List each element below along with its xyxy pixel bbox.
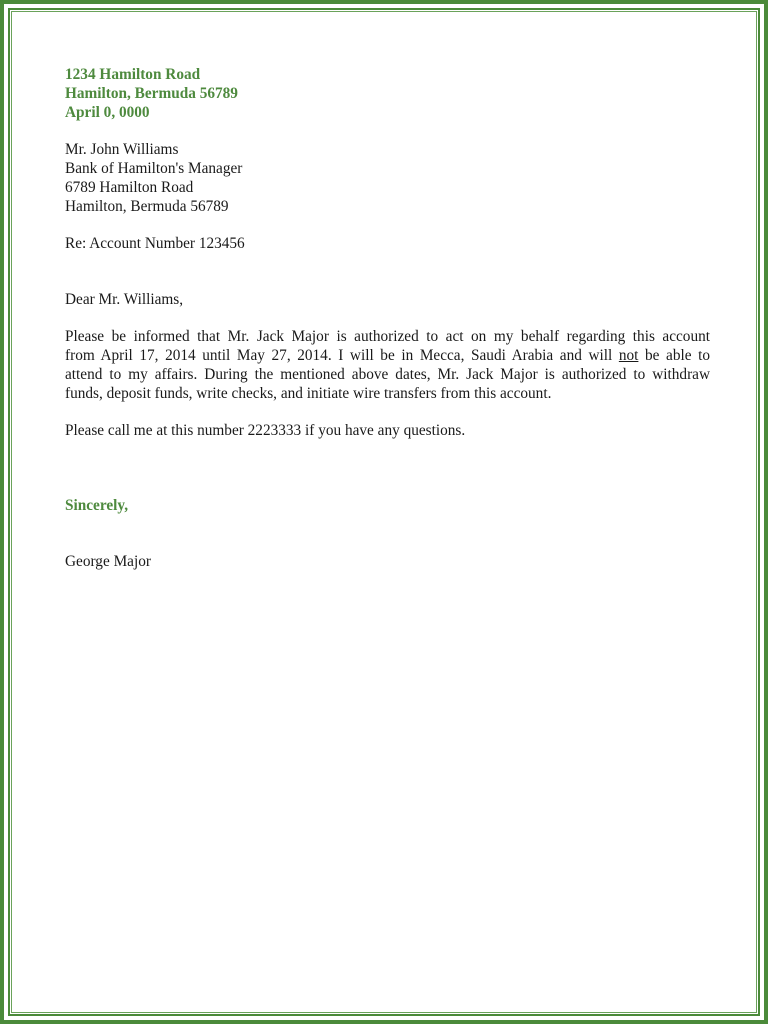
salutation-text: Dear Mr. Williams,: [65, 291, 184, 308]
closing: [65, 496, 710, 515]
closing-text: Sincerely,: [65, 497, 129, 514]
letter-date: April 0, 0000: [65, 104, 150, 121]
recipient-address-line2: Hamilton, Bermuda 56789: [65, 198, 229, 215]
call-paragraph: [65, 421, 710, 440]
emphasis-not: not: [618, 347, 639, 364]
body-line-2: [65, 346, 710, 365]
subject-text: Re: Account Number 123456: [65, 235, 245, 252]
body-line-2-end: be able to: [638, 347, 710, 364]
sender-address-line1: 1234 Hamilton Road: [65, 66, 201, 83]
subject-line: [65, 234, 710, 253]
recipient-title: Bank of Hamilton's Manager: [65, 160, 243, 177]
body-line-3: attend to my affairs. During the mentioned above dates, Mr. Jack Major is authorized to withdraw: [65, 366, 710, 383]
body-paragraph: [65, 327, 710, 403]
recipient-block: [65, 140, 710, 216]
signature-name: George Major: [65, 553, 151, 570]
sender-address-line2: Hamilton, Bermuda 56789: [65, 85, 238, 102]
signature: [65, 552, 710, 571]
recipient-address-line1: 6789 Hamilton Road: [65, 179, 194, 196]
salutation: [65, 290, 710, 309]
letter-body: [65, 65, 710, 571]
body-line-2-start: from April 17, 2014 until May 27, 2014. I will be in Mecca, Saudi Arabia and will: [65, 347, 619, 364]
sender-block: [65, 65, 710, 122]
call-text: Please call me at this number 2223333 if you have any questions.: [65, 422, 466, 439]
recipient-name: Mr. John Williams: [65, 141, 179, 158]
body-line-4: funds, deposit funds, write checks, and initiate wire transfers from this account.: [65, 385, 552, 402]
body-line-1: Please be informed that Mr. Jack Major is authorized to act on my behalf regarding this account: [65, 328, 710, 345]
